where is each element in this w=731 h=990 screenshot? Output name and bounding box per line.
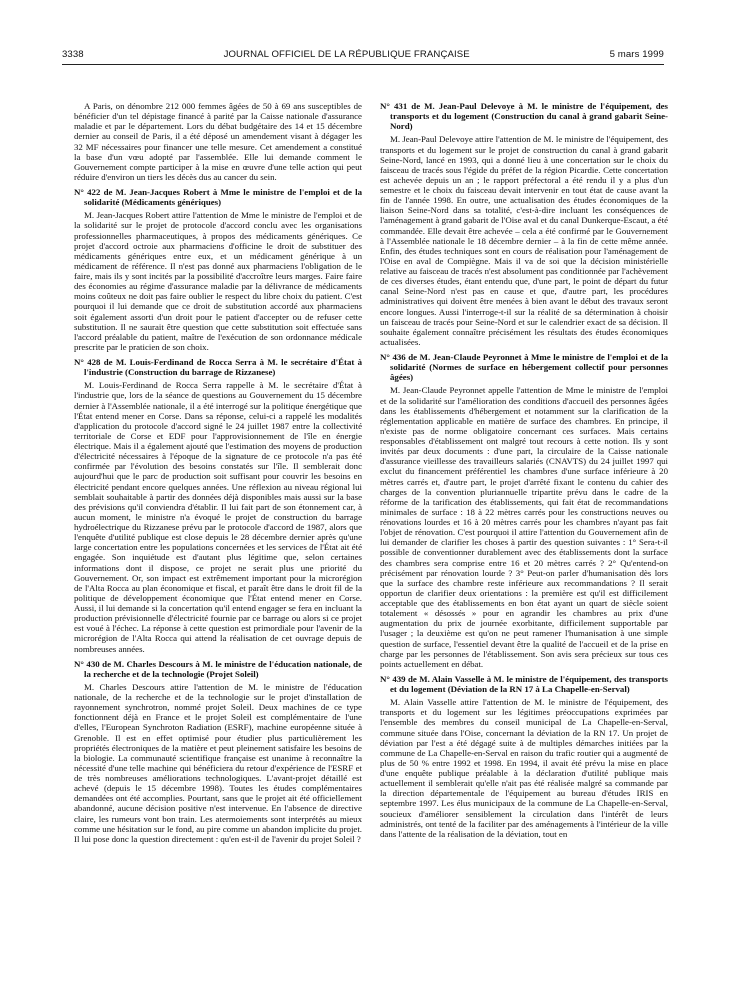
question-430-title: N° 430 de M. Charles Descours à M. le ministre de l'éducation nationale, de la recherche et de la technologie (Projet Soleil) xyxy=(74,658,362,679)
left-column xyxy=(74,101,362,844)
question-430-text: M. Charles Descours attire l'attention de M. le ministre de l'éducation nationale, de la recherche et de la technologie sur le projet d'installation de rayonnement synchrotron, nommé projet Soleil. Deux machines de ce type fonctionnent déjà en France et le projet Soleil est complémentaire de l'une d'elles, l'European Synchroton Radiation (ESRF), machine européenne située à Grenoble. Il est en effet optimisé pour étudier plus particulièrement les propriétés électroniques de la matière et peut pleinement satisfaire les besoins de la biologie. La communauté scientifique française est unanime à reconnaître la nécessité d'une telle machine qui bénéficiera du retour d'expérience de l'ESRF et de très nombreuses améliorations technologiques. L'avant-projet détaillé est achevé (depuis le 15 décembre 1998). Toutes les études complémentaires demandées ont été accomplies. Pourtant, sans que le projet ait été officiellement abandonné, aucune décision positive n'est intervenue. En l'absence de directive claire, les rumeurs vont bon train. Les atermoiements sont interprétés au mieux comme une hésitation sur le fond, au pire comme un abandon implicite du projet. Il lui pose donc la question directement : qu'en est-il de l'avenir du projet Soleil ? xyxy=(74,681,362,844)
question-436-title: N° 436 de M. Jean-Claude Peyronnet à Mme le ministre de l'emploi et de la solidarité (Normes de surface en hébergement collectif pour personnes âgées) xyxy=(380,352,668,383)
question-431-title: N° 431 de M. Jean-Paul Delevoye à M. le ministre de l'équipement, des transports et du logement (Construction du canal à grand gabarit Seine-Nord) xyxy=(380,101,668,132)
question-428-title: N° 428 de M. Louis-Ferdinand de Rocca Serra à M. le secrétaire d'État à l'industrie (Construction du barrage de Rizzanese) xyxy=(74,357,362,378)
question-422-text: M. Jean-Jacques Robert attire l'attention de Mme le ministre de l'emploi et de la solidarité sur le projet de protocole d'accord conclu avec les organisations professionnelles pharmaceutiques, à propos des médicaments génériques. Ce projet d'accord octroie aux pharmaciens d'officine le droit de substituer des médicaments génériques entre eux, et un médicament générique à un médicament de référence. Il n'est pas donné aux pharmaciens l'obligation de le faire, mais ils y sont incités par la possibilité d'accroître leurs marges. Faire faire des économies au régime d'assurance maladie par la délivrance de médicaments moins coûteux ne doit pas faire oublier le respect du libre choix du patient. C'est pourquoi il lui demande que ce droit de substitution accordé aux pharmaciens soit également assorti d'un droit pour le patient d'accepter ou de refuser cette substitution. Il ne saurait être question que cette substitution soit effectuée sans l'accord préalable du patient, maître de l'exécution de son ordonnance médicale prescrite par le praticien de son choix. xyxy=(74,210,362,352)
question-431-text: M. Jean-Paul Delevoye attire l'attention de M. le ministre de l'équipement, des transports et du logement sur le projet de construction du canal à grand gabarit Seine-Nord, lancé en 1993, qui a donné lieu à une concertation sur le choix du faisceau de tracés sous l'égide du préfet de la région Picardie. Cette concertation est achevée depuis un an ; le rapport préfectoral a été rendu il y a plus d'un semestre et le choix du faisceau devait intervenir en tout état de cause avant la fin de l'année 1998. En outre, une actualisation des études économiques de la liaison Seine-Nord dans sa totalité, c'est-à-dire incluant les conséquences de l'aménagement à grand gabarit de l'Oise aval et du canal Dunkerque-Escaut, a été commandée. Elle devait être achevée – cela a été confirmé par le Gouvernement à l'Assemblée nationale le 18 décembre dernier – à la fin de cette même année. Enfin, des études techniques sont en cours de réalisation pour l'aménagement de l'Oise en aval de Compiègne. Mais il va de soi que la décision ministérielle relative au faisceau de tracés n'est absolument pas conditionnée par l'achèvement de ces diverses études, étant entendu que, d'une part, le point de départ du futur canal Seine-Nord n'est pas en cause et que, d'autre part, les procédures administratives qui doivent être menées à bien avant le début des travaux seront encore longues. Aussi l'interroge-t-il sur la réalité de sa détermination à choisir un faisceau de tracés pour Seine-Nord et sur le calendrier exact de sa décision. Il souhaite également connaître précisément les résultats des études économiques actualisées. xyxy=(380,134,668,347)
question-422-title: N° 422 de M. Jean-Jacques Robert à Mme le ministre de l'emploi et de la solidarité (Médicaments génériques) xyxy=(74,187,362,208)
question-436-text: M. Jean-Claude Peyronnet appelle l'attention de Mme le ministre de l'emploi et de la solidarité sur l'amélioration des conditions d'accueil des personnes âgées dans les établissements d'hébergement et notamment sur la clarification de la réglementation applicable en matière de surface des chambres. En principe, il n'existe pas de norme obligatoire concernant ces surfaces. Mais certains responsables d'établissement ont malgré tout recours à cette notion. Ils y sont invités par deux documents : d'une part, la circulaire de la Caisse nationale d'assurance vieillesse des travailleurs salariés (CNAVTS) du 24 juillet 1997 qui exclut du financement préférentiel les chambres d'une surface inférieure à 20 mètres carrés et, d'autre part, le projet d'arrêté fixant le contenu du cahier des charges de la convention pluriannuelle tripartite prévu dans le cadre de la réforme de la tarification des établissements, qui fait état de recommandations minimales de surface : 18 à 22 mètres carrés pour les constructions neuves ou rénovations lourdes et 16 à 20 mètres carrés pour les chambres n'ayant pas fait l'objet de rénovation. C'est pourquoi il attire l'attention du Gouvernement afin de lui demander de clarifier les choses à partir des question suivantes : 1° Sera-t-il possible de conventionner durablement avec des établissements dont la surface des chambres sera comprise entre 16 et 20 mètres carrés ? 2° Qu'entend-on précisément par rénovation lourde ? 3° Peut-on parler d'humanisation dès lors que la surface des chambre reste inférieure aux recommandations ? Il serait opportun de clarifier deux orientations : la première est qu'il est difficilement acceptable que des établissements en bon état ayant un quart de siècle soient totalement « désossés » pour en agrandir les chambres au prix d'une augmentation du prix de journée exorbitante, difficilement supportable par l'usager ; la deuxième est qu'on ne peut ramener l'humanisation à une simple question de surface, l'essentiel devant être la qualité de l'accueil et de la prise en charge par les personnes de l'établissement. Son avis sera précieux sur tous ces points actuellement en débat. xyxy=(380,385,668,669)
intro-paragraph: A Paris, on dénombre 212 000 femmes âgées de 50 à 69 ans susceptibles de bénéficier d'un tel dépistage financé à parité par la Caisse nationale d'assurance maladie et par le département. Lors du débat budgétaire des 14 et 15 décembre dernier au conseil de Paris, il a été déposé un amendement visant à dégager les 32 MF nécessaires pour financer une telle mesure. Cet amendement a constitué la base d'un vœu adopté par l'assemblée. Elle lui demande comment le Gouvernement compte participer à la mise en œuvre d'une telle action qui peut réduire d'environ un tiers les décès dus au cancer du sein. xyxy=(74,101,362,182)
page-number: 3338 xyxy=(62,49,84,60)
question-439-title: N° 439 de M. Alain Vasselle à M. le ministre de l'équipement, des transports et du logement (Déviation de la RN 17 à La Chapelle-en-Serval) xyxy=(380,673,668,694)
journal-title: JOURNAL OFFICIEL DE LA RÉPUBLIQUE FRANÇAISE xyxy=(223,49,470,60)
issue-date: 5 mars 1999 xyxy=(609,49,664,60)
right-column xyxy=(380,101,668,839)
question-439-text: M. Alain Vasselle attire l'attention de M. le ministre de l'équipement, des transports et du logement sur les légitimes préoccupations exprimées par l'ensemble des membres du conseil municipal de La Chapelle-en-Serval, commune située dans l'Oise, concernant la déviation de la RN 17. Un projet de déviation par l'est a été dégagé suite à de multiples démarches initiées par la commune de La Chapelle-en-Serval en raison du trafic routier qui a augmenté de plus de 50 % entre 1992 et 1998. En 1994, il avait été prévu la mise en place d'une enquête publique préalable à la déclaration d'utilité publique mais actuellement il semblerait qu'elle n'ait pas été réalisée malgré sa commande par la direction départementale de l'équipement au bureau d'études IRIS en septembre 1997. Les élus municipaux de la commune de La Chapelle-en-Serval, soucieux d'améliorer sensiblement la circulation dans l'intérêt de leurs administrés, ont tenté de la faciliter par des aménagements à l'intérieur de la ville dans l'attente de la réalisation de la déviation, tout en xyxy=(380,697,668,839)
header-rule xyxy=(62,64,664,65)
question-428-text: M. Louis-Ferdinand de Rocca Serra rappelle à M. le secrétaire d'État à l'industrie que, lors de la séance de questions au Gouvernement du 15 décembre dernier à l'Assemblée nationale, il a été interrogé sur la politique énergétique que l'État entend mener en Corse. Dans sa réponse, celui-ci a rappelé les modalités d'application du protocole d'accord signé le 24 juillet 1987 entre la collectivité territoriale de Corse et EDF pour l'approvisionnement de l'île en énergie électrique. Mais il a également ajouté que l'estimation des moyens de production d'électricité nécessaires à l'époque de la signature de ce protocole n'a pas été confirmée par l'évolution des besoins constatés sur l'île. Il semblerait donc aujourd'hui que le parc de production soit suffisant pour couvrir les besoins en électricité pendant encore quelques années. Une réflexion au niveau régional lui semblait souhaitable à partir des données déjà disponibles mais aussi sur la base des prévisions qu'il conviendra d'établir. Il lui fait part de son étonnement car, à aucun moment, le ministre n'a évoqué le projet de construction du barrage hydroélectrique du Rizzanese prévu par le protocole d'accord de 1987, alors que l'enquête d'utilité publique est close depuis le 28 décembre dernier après qu'une large concertation entre les populations concernées et les services de l'État ait été engagée. Son inquiétude est d'autant plus légitime que, selon certaines informations dont il dispose, ce projet ne serait plus une priorité du Gouvernement. Or, son impact est extrêmement important pour la microrégion de l'Alta Rocca au plan économique et fiscal, et paraît être dans le droit fil de la politique de développement économique que l'État entend mener en Corse. Aussi, il lui demande si la concertation qu'il entend engager se fera en incluant la production prévisionnelle d'électricité fournie par ce barrage ou alors si ce projet est voué à l'échec. La réponse à cette question est primordiale pour l'avenir de la microrégion de l'Alta Rocca qui attend la réalisation de cet ouvrage depuis de nombreuses années. xyxy=(74,380,362,654)
